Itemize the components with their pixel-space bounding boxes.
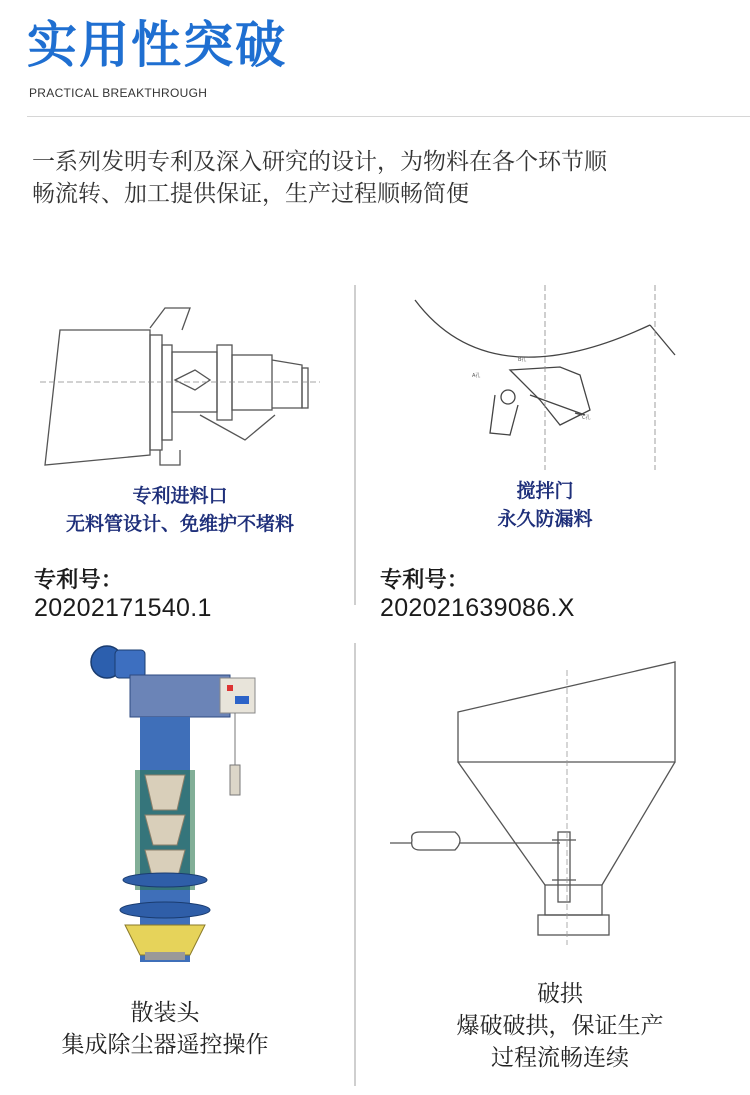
patent-number: 202021639086.X bbox=[380, 594, 575, 622]
intro-line-1: 一系列发明专利及深入研究的设计，为物料在各个环节顺 bbox=[32, 149, 607, 175]
vertical-divider-bottom bbox=[354, 643, 356, 1086]
label-b-hole: B孔 bbox=[518, 357, 527, 363]
patent-label: 专利号： bbox=[380, 568, 470, 593]
bulk-head-image bbox=[85, 640, 270, 965]
feed-inlet-diagram bbox=[40, 290, 340, 480]
mixing-door-title: 搅拌门 bbox=[516, 480, 574, 502]
vertical-divider-top bbox=[354, 285, 356, 605]
header-divider bbox=[27, 116, 750, 117]
feed-inlet-desc: 无料管设计、免维护不堵料 bbox=[65, 513, 294, 535]
arch-breaking-desc-1: 爆破破拱，保证生产 bbox=[456, 1013, 664, 1039]
label-c-hole: C孔 bbox=[582, 415, 591, 421]
bulk-head-title: 散装头 bbox=[130, 1000, 200, 1026]
arch-breaking-desc-2: 过程流畅连续 bbox=[491, 1045, 629, 1071]
intro-line-2: 畅流转、加工提供保证，生产过程顺畅简便 bbox=[32, 181, 469, 207]
arch-breaking-title: 破拱 bbox=[537, 981, 583, 1007]
arch-breaking-diagram bbox=[380, 650, 680, 945]
label-a-hole: A孔 bbox=[472, 373, 481, 379]
patent-number: 20202171540.1 bbox=[34, 594, 212, 622]
bulk-head-desc: 集成除尘器遥控操作 bbox=[61, 1032, 269, 1058]
mixing-door-diagram bbox=[410, 285, 695, 470]
page-title: 实用性突破 bbox=[27, 16, 287, 74]
intro-text bbox=[32, 146, 722, 210]
feed-inlet-title: 专利进料口 bbox=[132, 485, 228, 507]
patent-label: 专利号： bbox=[34, 568, 124, 593]
mixing-door-desc: 永久防漏料 bbox=[497, 508, 593, 530]
page-subtitle: PRACTICAL BREAKTHROUGH bbox=[29, 86, 208, 100]
